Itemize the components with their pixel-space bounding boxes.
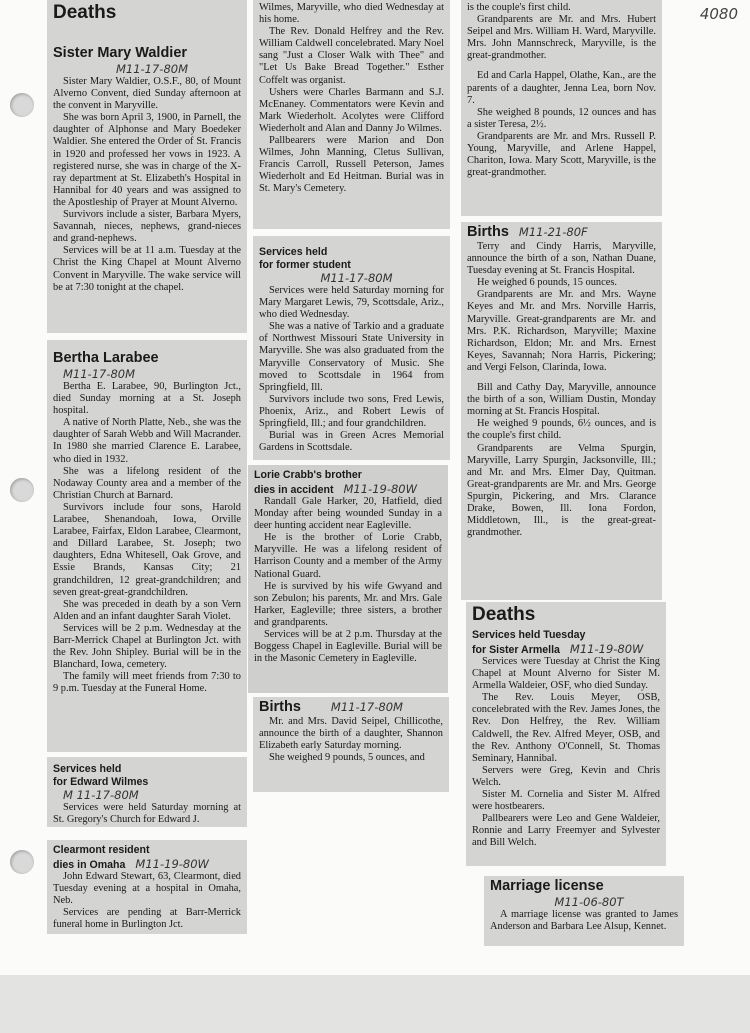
handwritten-date: M11-17-80M — [320, 271, 393, 285]
clipping-wilmes — [47, 757, 247, 827]
paragraph: She was a lifelong resident of the Nodaway County area and a member of the Christian Church at Barnard. — [53, 465, 241, 501]
paragraph: is the couple's first child. — [467, 2, 571, 13]
paragraph: She was preceded in death by a son Vern Alden and an infant daughter Sarah Violet. — [53, 598, 241, 622]
headline: for Sister Armella — [472, 643, 560, 656]
paragraph: Services were Tuesday at Christ the King Chapel at Mount Alverno for Sister M. Armella Waldeier, OSF, who died Sunday. — [472, 656, 660, 692]
paragraph: Burial was in Green Acres Memorial Gardens in Scottsdale. — [259, 430, 444, 454]
paragraph: He weighed 6 pounds, 15 ounces. — [477, 277, 617, 289]
paragraph: Grandparents are Mr. and Mrs. Hubert Seipel and Mrs. William H. Ward, Maryville. Mrs. John Mannschreck, Maryville, is the great-grandmother. — [467, 14, 656, 62]
handwritten-date: M11-17-80M — [330, 700, 403, 714]
paragraph: John Edward Stewart, 63, Clearmont, died Tuesday evening at a hospital in Omaha, Neb. — [53, 871, 241, 907]
paragraph: He weighed 9 pounds, 6½ ounces, and is the couple's first child. — [467, 418, 656, 442]
paragraph: Survivors include four sons, Harold Larabee, Shenandoah, Iowa, Orville Larabee, Fairfax, Eldon Larabee, Clearmont, and Dillard Larabee, St. Joseph; two daughters, Edna Whitesell, Oak Grove, and Essie Brands, Kansas City; 21 grandchildren, 12 great-grandchildren; and seven great-great-grandchildren. — [53, 501, 241, 598]
paragraph: Services were held Saturday morning for Mary Margaret Lewis, 79, Scottsdale, Ariz., who died Wednesday. — [259, 285, 444, 321]
paragraph: She was born April 3, 1900, in Parnell, the daughter of Alphonse and Mary Boedeker Waldier. She entered the Order of St. Francis in 1920 and professed her vows in 1923. A registered nurse, she was in charge of the X-ray department at St. Elizabeth's Hospital in Hannibal for 40 years and was assigned to the Apostleship of Prayer at Mount Alverno. — [53, 112, 241, 208]
paragraph: Services are pending at Barr-Merrick funeral home in Burlington Jct. — [53, 907, 241, 931]
paragraph: Survivors include two sons, Fred Lewis, Phoenix, Ariz., and Robert Lewis of Springfield, Ill.; and four grandchildren. — [259, 393, 444, 430]
punch-hole — [10, 93, 34, 117]
paragraph: Grandparents are Mr. and Mrs. Russell P. Young, Maryville, and Arlene Happel, Chariton, Iowa. Mary Scott, Maryville, is the great-grandmother. — [467, 130, 656, 179]
paragraph: Randall Gale Harker, 20, Hatfield, died Monday after being wounded Sunday in a deer hunting accident near Eagleville. — [254, 496, 442, 532]
headline: for former student — [259, 258, 351, 271]
paragraph: He is the brother of Lorie Crabb, Maryville. He was a lifelong resident of Harrison County and a member of the Army National Guard. — [254, 532, 442, 580]
paragraph: The Rev. Donald Helfrey and the Rev. William Caldwell concelebrated. Mary Noel sang "Just a Closer Walk with Thee" and "Let Us Bake Bread Together." Esther Coffelt was organist. — [259, 26, 444, 86]
clipping-marriage — [484, 876, 684, 946]
headline: dies in Omaha — [53, 858, 126, 871]
paragraph: Services will be at 11 a.m. Tuesday at the Christ the King Chapel at Mount Alverno Convent in Maryville. The wake service will be at 7:30 tonight at the chapel. — [53, 245, 241, 293]
headline: Clearmont resident — [53, 844, 150, 856]
paragraph: Sister M. Cornelia and Sister M. Alfred were hostbearers. — [472, 789, 660, 813]
clipping-waldier — [47, 0, 247, 333]
headline: Marriage license — [490, 878, 604, 894]
clipping-births-seipel — [253, 697, 449, 792]
paragraph: Bill and Cathy Day, Maryville, announce the birth of a son, William Dustin, Monday morning at St. Francis Hospital. — [467, 382, 656, 418]
headline: Services held — [259, 246, 328, 258]
paragraph: Services will be at 2 p.m. Thursday at the Boggess Chapel in Eagleville. Burial will be in the Masonic Cemetery in Eagleville. — [254, 629, 442, 665]
headline: Lorie Crabb's brother — [254, 469, 362, 481]
paragraph: Pallbearers were Leo and Gene Waldeier, Ronnie and Larry Freemyer and Sylvester and Bill Welch. — [472, 813, 660, 849]
clipping-harker — [248, 465, 448, 693]
headline: Bertha Larabee — [53, 350, 159, 366]
paragraph: He is survived by his wife Gwyand and son Zebulon; his parents, Mr. and Mrs. Gale Harker, Eagleville; three sisters, a brother and grandparents. — [254, 580, 442, 628]
paragraph: Survivors include a sister, Barbara Myers, Savannah, nieces, nephews, grand-nieces and grand-nephews. — [53, 209, 241, 245]
handwritten-date: M11-06-80T — [554, 895, 624, 909]
clipping-larabee — [47, 340, 247, 752]
clipping-wilmes-continued — [253, 0, 450, 229]
paragraph: Grandparents are Velma Spurgin, Maryville, Larry Spurgin, Jacksonville, Ill.; and Mr. and Mrs. Elmer Day, Quitman. Great-grandparents are Mr. and Mrs. George Spurgin, Pickering, and Mrs. Clarance Drake, Bowen, Ill. Iona Fordon, Middletown, Ill., is the great-great-grandmother. — [467, 442, 656, 539]
paragraph: Services will be 2 p.m. Wednesday at the Barr-Merrick Chapel at Burlington Jct. with the Rev. John Shipley. Burial will be in the Blanchard, Iowa, cemetery. — [53, 622, 241, 671]
clipping-births-harris — [461, 222, 662, 600]
deaths-header: Deaths — [53, 2, 117, 23]
paragraph: Sister Mary Waldier, O.S.F., 80, of Mount Alverno Convent, died Sunday afternoon at the convent in Maryville. — [53, 76, 241, 112]
headline: Births — [467, 224, 509, 240]
paragraph: Ushers were Charles Barmann and S.J. McEnaney. Commentators were Kevin and Mark Wiederholt. Acolytes were Clifford Wiederholt and Alan and Danny Jo Wilmes. — [259, 86, 444, 134]
headline: for Edward Wilmes — [53, 775, 149, 788]
clipping-lewis — [253, 236, 450, 460]
scan-background — [0, 975, 750, 1033]
paragraph: Grandparents are Mr. and Mrs. Wayne Keyes and Mr. and Mrs. Norville Harris, Maryville. Great-grandparents are Mr. and Mrs. P.K. Richardson, Maryville; Maxine Richardson, Eldon; Mr. and Mrs. Ernest Keyes, Savannah; Nora Harris, Pickering; and Vergi Felson, Clarinda, Iowa. — [467, 289, 656, 373]
clipping-armella — [466, 602, 666, 866]
page-number: 4080 — [699, 5, 738, 23]
paragraph: Wilmes, Maryville, who died Wednesday at his home. — [259, 2, 444, 26]
paragraph: Ed and Carla Happel, Olathe, Kan., are the parents of a daughter, Jenna Lea, born Nov. 7. — [467, 70, 656, 106]
paragraph: A marriage license was granted to James Anderson and Barbara Lee Alsup, Kennet. — [490, 909, 678, 933]
clipping-seipel-continued — [461, 0, 662, 216]
paragraph: Mr. and Mrs. David Seipel, Chillicothe, announce the birth of a daughter, Shannon Elizabeth early Saturday morning. — [259, 716, 443, 752]
handwritten-date: M11-19-80W — [135, 856, 209, 871]
headline: Services held Tuesday — [472, 629, 586, 641]
punch-hole — [10, 850, 34, 874]
paragraph: She was a native of Tarkio and a graduate of Northwest Missouri State University in Maryville. She was also graduated from the Maryville Conservatory of Music. She moved to Scottsdale in 1964 from Springfield, Ill. — [259, 321, 444, 393]
handwritten-date: M11-19-80W — [343, 481, 417, 496]
handwritten-date: M11-19-80W — [569, 641, 644, 656]
handwritten-date: M 11-17-80M — [63, 788, 139, 802]
paragraph: Servers were Greg, Kevin and Chris Welch. — [472, 764, 660, 788]
headline: Sister Mary Waldier — [53, 45, 188, 61]
handwritten-date: M11-17-80M — [63, 367, 136, 381]
paragraph: She weighed 8 pounds, 12 ounces and has a sister Teresa, 2½. — [467, 106, 656, 130]
deaths-header: Deaths — [472, 604, 536, 625]
paragraph: A native of North Platte, Neb., she was the daughter of Sarah Webb and Will Macrander. In 1980 she married Clarence E. Larabee, who died in 1932. — [53, 417, 241, 465]
paragraph: Pallbearers were Marion and Don Wilmes, John Manning, Cletus Sullivan, Francis Carroll, Russell Peterson, James Wiederholt and Ed Heitman. Burial was in St. Mary's Cemetery. — [259, 135, 444, 195]
punch-hole — [10, 478, 34, 502]
headline: Births — [259, 699, 301, 715]
headline: dies in accident — [254, 483, 334, 496]
paragraph: The Rev. Louis Meyer, OSB, concelebrated with the Rev. James Jones, the Rev. Don Helfrey, the Rev. William Caldwell, the Rev. Alfred Meyer, OSB, and the Rev. Anthony O'Connell, St. Thomas Seminary, Hannibal. — [472, 692, 660, 764]
handwritten-date: M11-21-80F — [518, 225, 588, 239]
paragraph: The family will meet friends from 7:30 to 9 p.m. Tuesday at the Funeral Home. — [53, 671, 241, 695]
handwritten-date: M11-17-80M — [115, 62, 189, 76]
paragraph: She weighed 9 pounds, 5 ounces, and — [269, 752, 425, 764]
paragraph: Services were held Saturday morning at St. Gregory's Church for Edward J. — [53, 802, 241, 826]
paragraph: Bertha E. Larabee, 90, Burlington Jct., died Sunday morning at a St. Joseph hospital. — [53, 381, 241, 417]
headline: Services held — [53, 763, 122, 775]
paragraph: Terry and Cindy Harris, Maryville, announce the birth of a son, Nathan Duane, Tuesday evening at St. Francis Hospital. — [467, 241, 656, 277]
clipping-stewart — [47, 840, 247, 934]
